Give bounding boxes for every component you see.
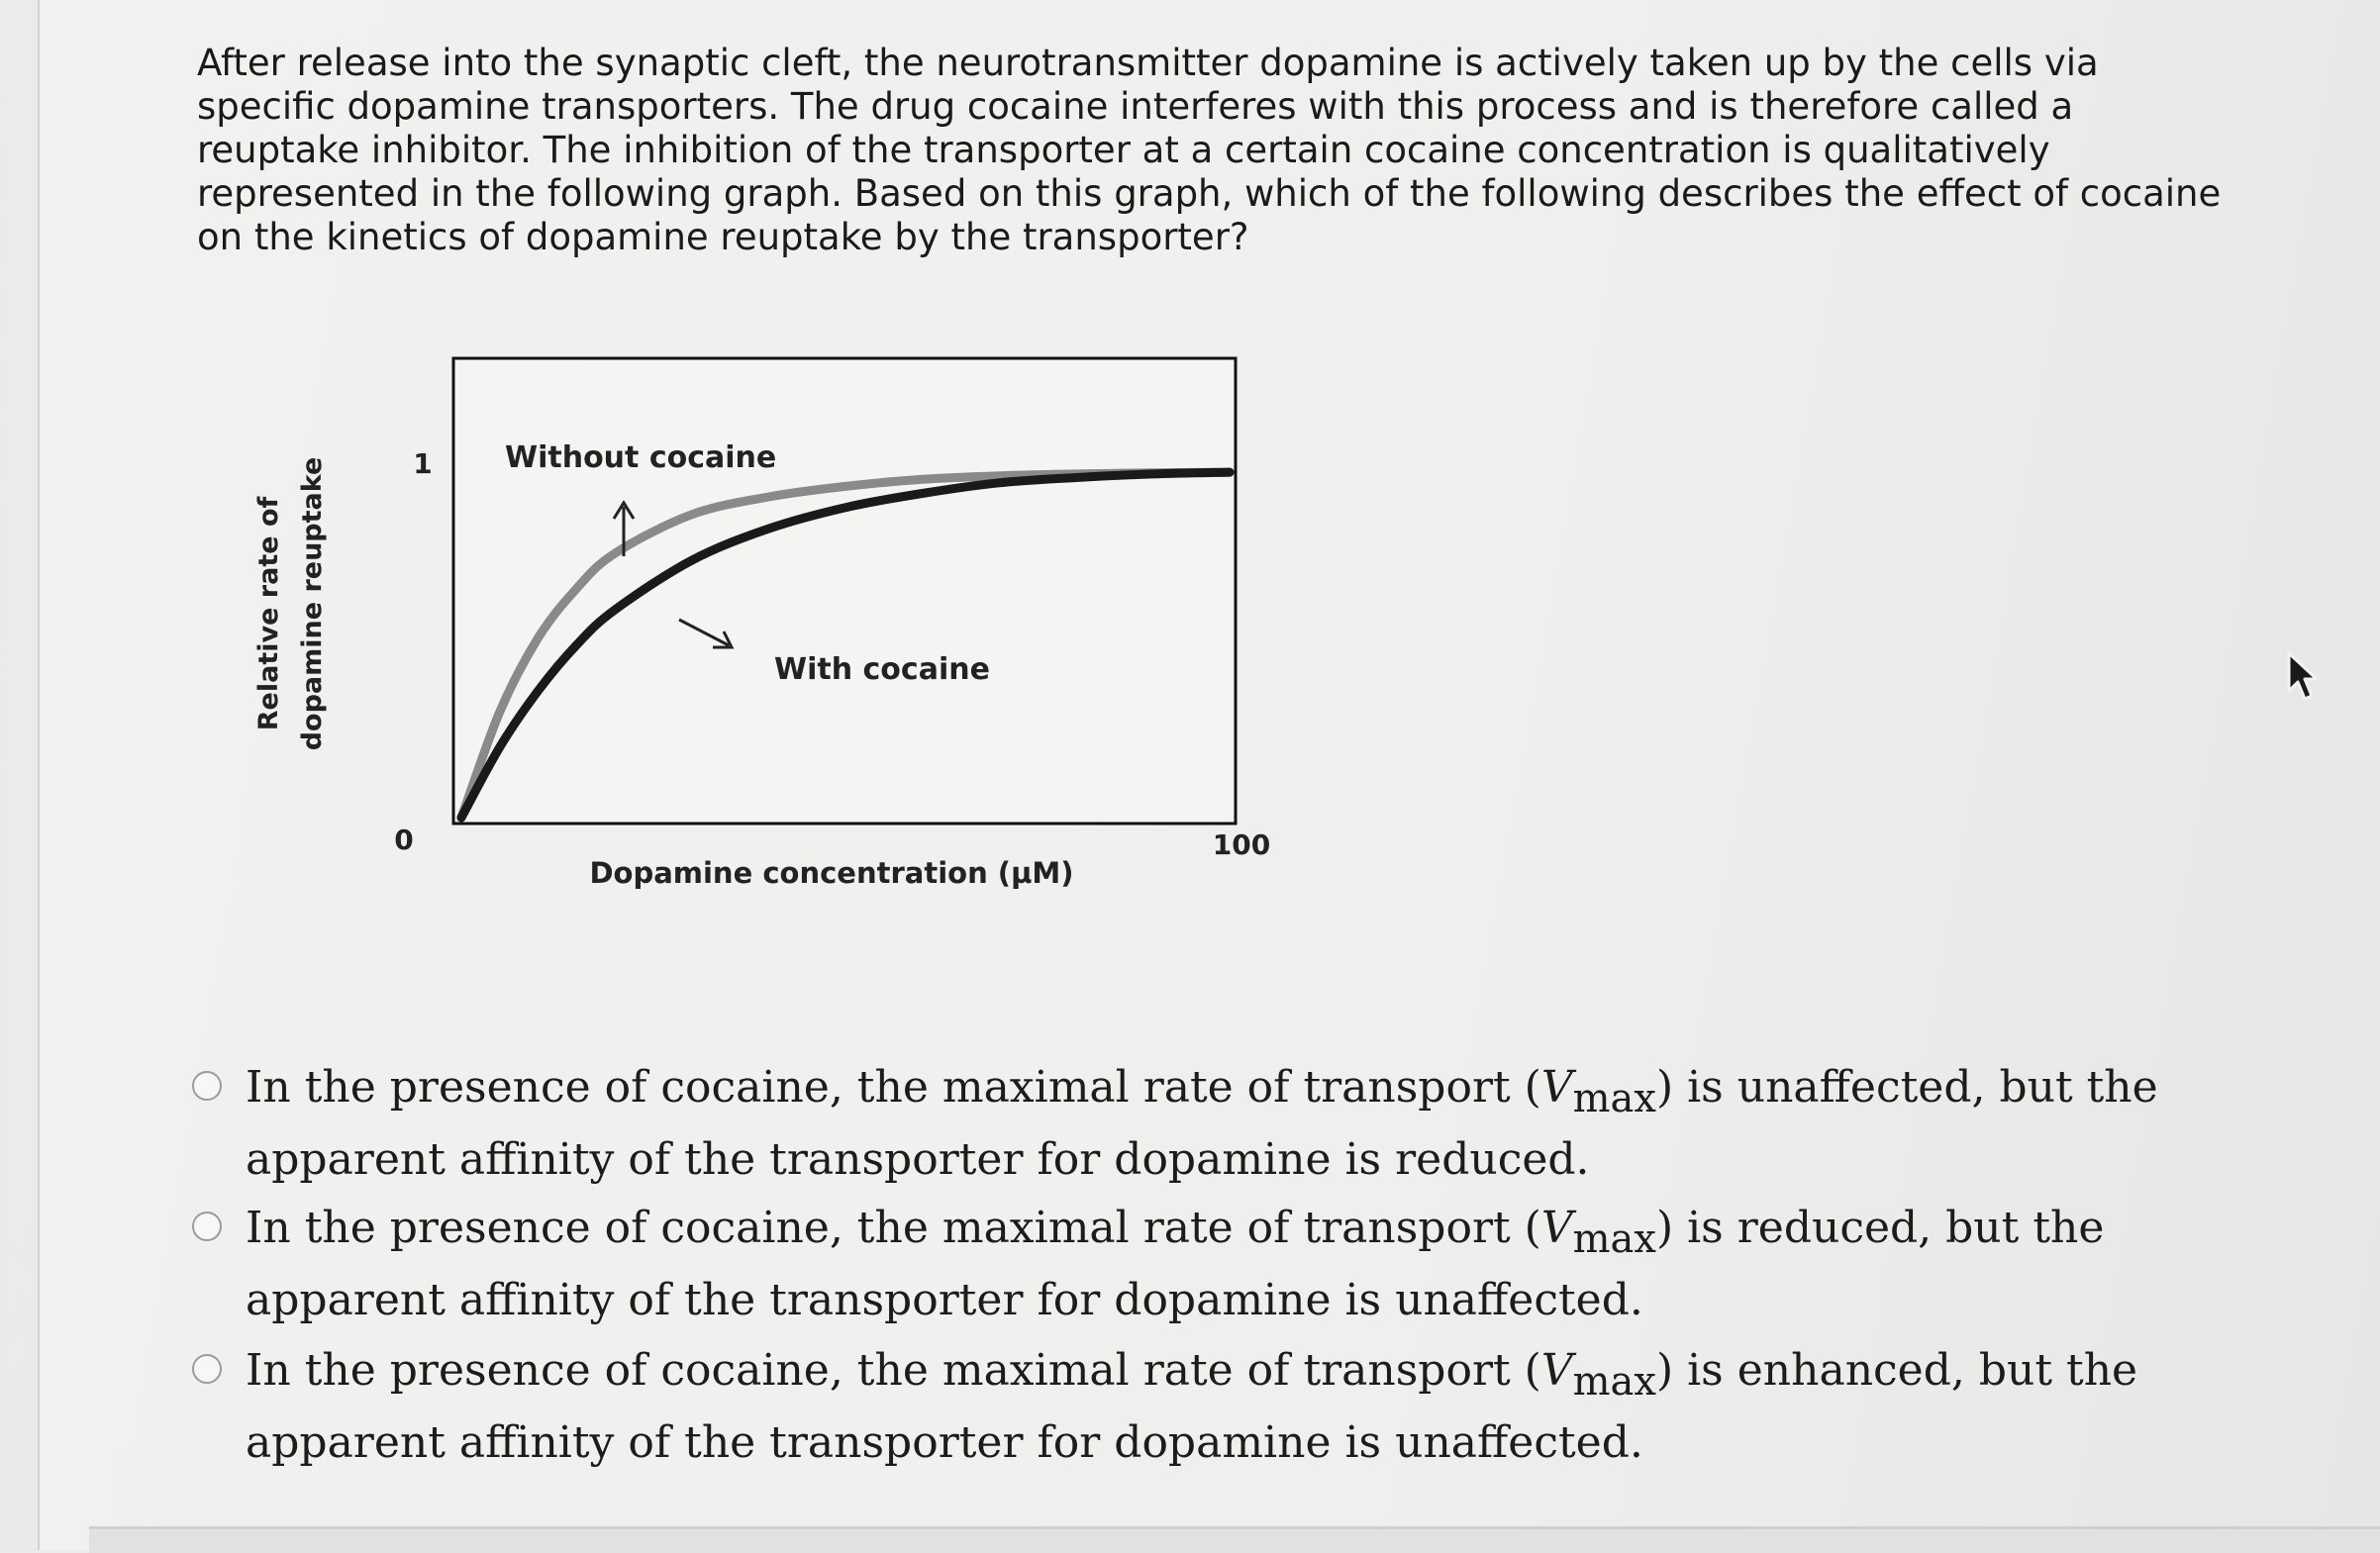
y-axis-label-1: Relative rate of [253,496,284,731]
radio-unchecked-icon[interactable] [192,1212,222,1241]
bottom-panel-edge [89,1526,2380,1553]
question-text: After release into the synaptic cleft, the neurotransmitter dopamine is actively taken up by the cells via specific dopamine transporters. The drug cocaine interferes with this process and is therefore called a reuptake inhibitor. The inhibition of the transporter at a certain cocaine concentration is qualitatively represented in the following graph. Based on this graph, which of the following describes the effect of cocaine on the kinetics of dopamine reuptake by the transporter? [197,42,2222,258]
y-tick-0: 0 [394,824,414,856]
answer-choice-c-text: In the presence of cocaine, the maximal rate of transport $(V_{max})$ is enhanced, but the apparent affinity of the transporter for dopamine is unaffected. [246,1345,2138,1468]
y-tick-1: 1 [413,447,433,480]
annotation-with-cocaine: With cocaine [774,652,990,687]
uptake-chart [238,337,1346,911]
radio-unchecked-icon[interactable] [192,1354,222,1384]
y-axis-label-2: dopamine reuptake [297,456,328,751]
answer-choice-a-text: In the presence of cocaine, the maximal rate of transport $(V_{max})$ is unaffected, but the apparent affinity of the transporter for dopamine is reduced. [246,1062,2158,1185]
x-tick-100: 100 [1212,828,1271,861]
mouse-pointer-icon [2283,649,2323,705]
x-axis-label: Dopamine concentration (µM) [589,856,1074,890]
answer-choice-b-text: In the presence of cocaine, the maximal rate of transport $(V_{max})$ is reduced, but the apparent affinity of the transporter for dopamine is unaffected. [246,1203,2105,1325]
annotation-without-cocaine: Without cocaine [505,440,777,475]
radio-unchecked-icon[interactable] [192,1071,222,1101]
